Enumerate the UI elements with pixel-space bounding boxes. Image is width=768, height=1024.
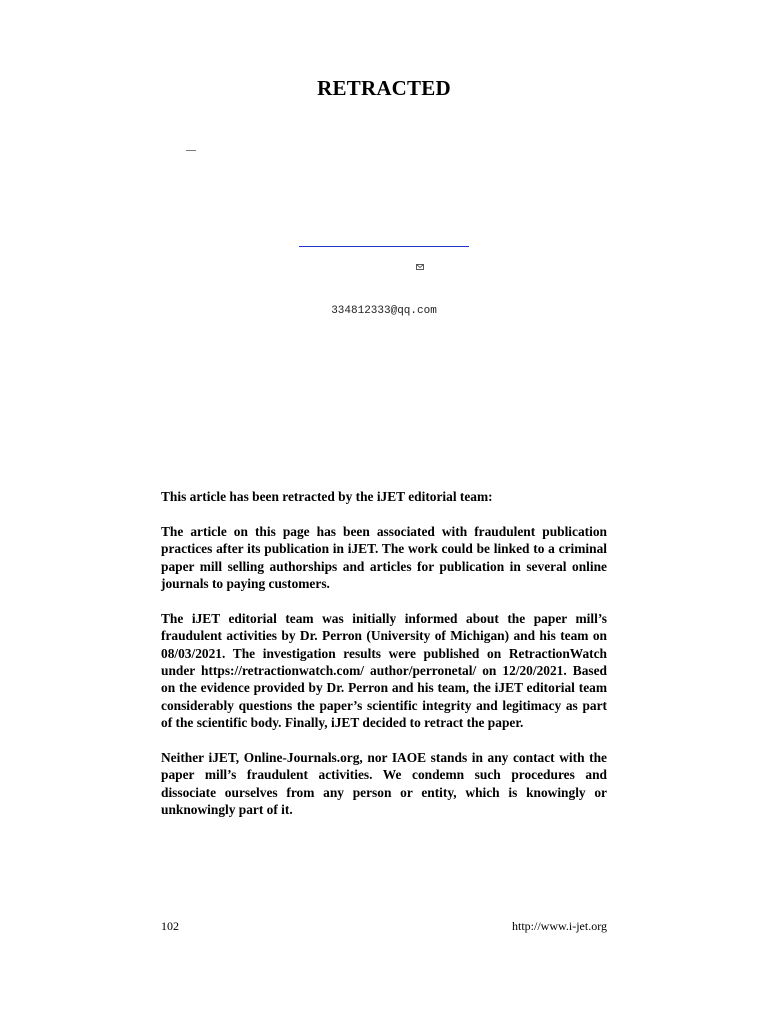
retraction-notice — [161, 488, 607, 819]
dash-icon — [186, 150, 196, 151]
notice-paragraph-1: The article on this page has been associated with fraudulent publication practices after its publication in iJET. The work could be linked to a criminal paper mill selling authorships and articles for publication in several online journals to paying customers. — [161, 523, 607, 592]
retracted-title: RETRACTED — [317, 76, 451, 100]
journal-url-link[interactable]: http://www.i-jet.org — [512, 919, 607, 933]
page-number: 102 — [161, 919, 179, 933]
notice-heading: This article has been retracted by the iJET editorial team: — [161, 489, 493, 504]
author-email[interactable]: 334812333@qq.com — [331, 305, 437, 317]
envelope-icon — [416, 264, 424, 270]
notice-paragraph-3: Neither iJET, Online-Journals.org, nor IAOE stands in any contact with the paper mill’s fraudulent activities. We condemn such procedures and dissociate ourselves from any person or entity, which is knowingly or unknowingly part of it. — [161, 750, 607, 818]
notice-paragraph-2: The iJET editorial team was initially informed about the paper mill’s fraudulent activities by Dr. Perron (University of Michigan) and his team on 08/03/2021. The investigation results were published on RetractionWatch under https://retractionwatch.com/ author/perronetal/ on 12/20/2021. Based on the evidence provided by Dr. Perron and his team, the iJET editorial team considerably questions the paper’s scientific integrity and legitimacy as part of the scientific body. Finally, iJET decided to retract the paper. — [161, 610, 607, 731]
author-link-underline[interactable] — [299, 246, 469, 247]
